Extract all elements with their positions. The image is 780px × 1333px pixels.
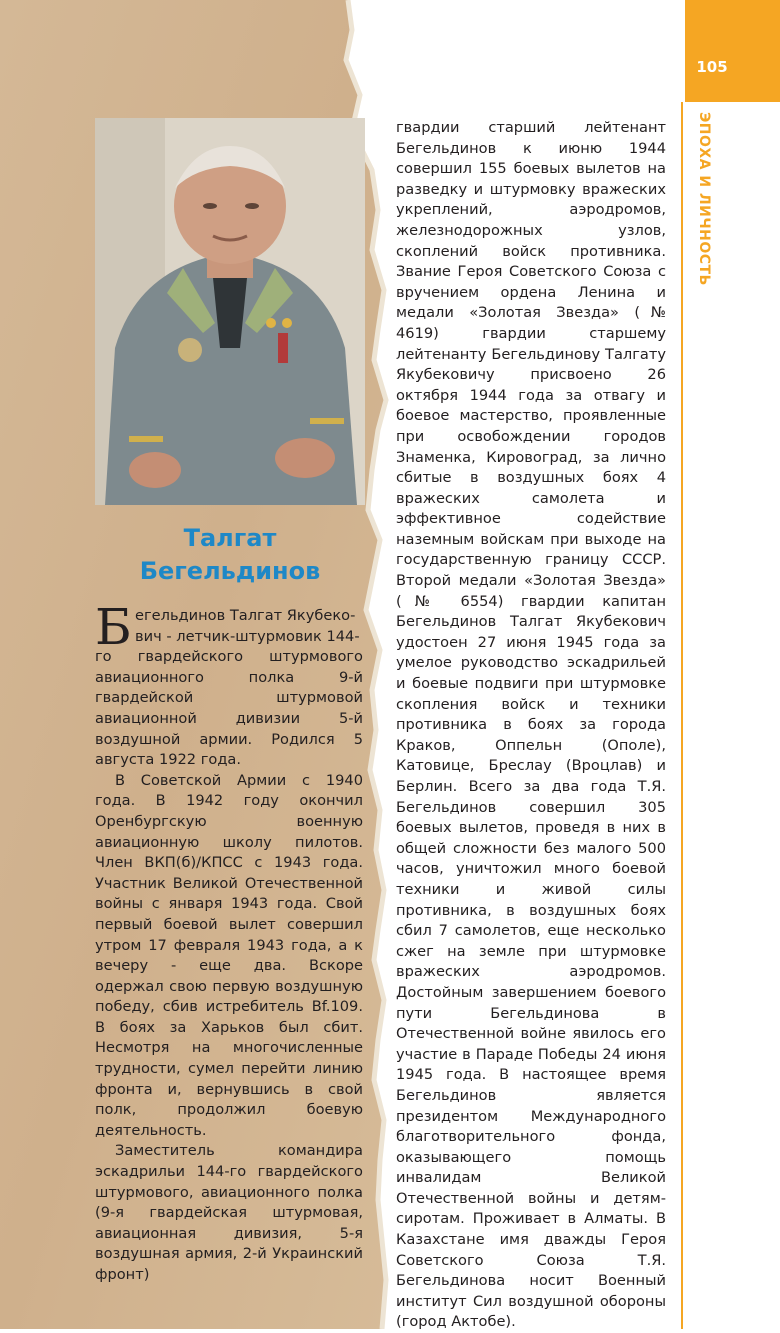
page-number: 105 [696, 58, 728, 76]
lead-paragraph-rest: го гвардейского штурмового авиационного полка 9-й гвардейской штурмовой авиационной дивизии 5-й воздушной армии. Родился 5 августа 1922 года. [95, 648, 363, 769]
paragraph-continuation: гвардии старший лейтенант Бегельдинов к июню 1944 совершил 155 боевых вылетов на разведку и штурмовку вражеских укреплений, аэродромов, железнодорожных узлов, скоплений войск противника. Звание Героя Советского Союза с вручением ордена Ленина и медали «Золотая Звезда» (№ 4619) гвардии старшему лейтенанту Бегельдинову Талгату Якубековичу присвоено 26 октября 1944 года за отвагу и боевое мастерство, проявленные при освобождении городов Знаменка, Кировоград, за лично сбитые в воздушных боях 4 вражеских самолета и эффективное содействие наземным войскам при выходе на государственную границу СССР. Второй медали «Золотая Звезда» (№ 6554) гвардии капитан Бегельдинов Талгат Якубекович удостоен 27 июня 1945 года за умелое руководство эскадрильей и боевые подвиги при штурмовке скопления войск и техники противника в боях за города Краков, Оппельн (Ополе), Катовице, Бреслау (Вроцлав) и Берлин. Всего за два года Т.Я. Бегельдинов совершил 305 боевых вылетов, проведя в них в общей сложности без малого 500 часов, уничтожил много боевой техники и живой силы противника, в воздушных боях сбил 7 самолетов, еще несколько сжег на земле при штурмовке вражеских аэродромов. Достойным завершением боевого пути Бегельдинова в Отечественной войне явилось его участие в Параде Победы 24 июня 1945 года. В настоящее время Бегельдинов является президентом Международного благотворительного фонда, оказывающего помощь инвалидам Великой Отечественной войны и детям-сиротам. Проживает в Алматы. В Казахстане имя дважды Героя Советского Союза Т.Я. Бегельдинова носит Военный институт Сил воздушной обороны (город Актобе). [396, 119, 666, 1331]
page-tab [685, 0, 780, 102]
paragraph-deputy: Заместитель командира эскадрильи 144-го гвардейского штурмового, авиационного полка (9-я гвардейская штурмовая, авиационная дивизия, 5-я воздушная армия, 2-й Украинский фронт) [95, 1142, 363, 1283]
lead-line-2: вич - летчик-штурмовик 144- [135, 627, 360, 645]
portrait-illustration [95, 118, 365, 505]
margin-rule [681, 102, 683, 1329]
section-label: ЭПОХА И ЛИЧНОСТЬ [696, 112, 712, 286]
lead-line-1: егельдинов Талгат Якубеко- [135, 607, 356, 624]
right-column [396, 118, 666, 1333]
paragraph-service: В Советской Армии с 1940 года. В 1942 году окончил Оренбургскую военную авиационную школу пилотов. Член ВКП(б)/КПСС с 1943 года. Участник Великой Отечественной войны с января 1943 года. Свой первый боевой вылет совершил утром 17 февраля 1943 года, а к вечеру - еще два. Вскоре одержал свою первую воздушную победу, сбив истребитель Bf.109. В боях за Харьков был сбит. Несмотря на многочисленные трудности, сумел перейти линию фронта и, вернувшись в свой полк, продолжил боевую деятельность. [95, 771, 363, 1139]
title-first-name: Талгат [183, 524, 277, 552]
drop-cap: Б [95, 598, 132, 656]
left-column [95, 598, 363, 1286]
article-title [110, 522, 350, 588]
portrait-photo [95, 118, 365, 505]
title-surname: Бегельдинов [139, 557, 321, 585]
lead-paragraph-start [95, 598, 363, 656]
